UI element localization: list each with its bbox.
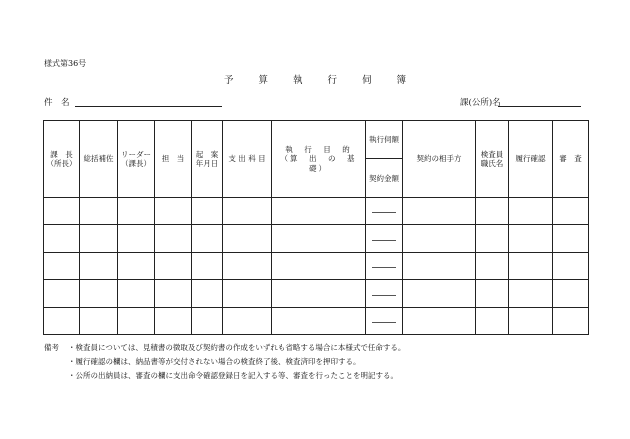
- table-cell[interactable]: [118, 225, 155, 252]
- table-header-row: [44, 121, 589, 198]
- amount-cell[interactable]: [366, 197, 403, 224]
- header-tantou: 担 当: [155, 121, 192, 198]
- table-cell[interactable]: [80, 280, 118, 307]
- table-cell[interactable]: [272, 197, 366, 224]
- header-inspector: 検査員 職氏名: [476, 121, 509, 198]
- table-cell[interactable]: [44, 252, 80, 279]
- table-cell[interactable]: [155, 197, 192, 224]
- table-cell[interactable]: [476, 307, 509, 334]
- notes-section: [44, 341, 405, 383]
- amount-divider: [372, 322, 396, 323]
- table-cell[interactable]: [509, 225, 553, 252]
- kenmei-label: 件 名: [44, 98, 70, 108]
- amount-cell[interactable]: [366, 252, 403, 279]
- header-kachou: 課 長 （所長）: [44, 121, 80, 198]
- header-rikou: 履行確認: [509, 121, 553, 198]
- table-cell[interactable]: [44, 225, 80, 252]
- note-item-2: ・履行確認の欄は、納品書等が交付されない場合の検査終了後、検査済印を押印する。: [68, 357, 361, 366]
- table-cell[interactable]: [155, 280, 192, 307]
- amount-divider: [372, 295, 396, 296]
- table-cell[interactable]: [403, 280, 476, 307]
- table-row: [44, 197, 589, 224]
- table-cell[interactable]: [223, 307, 272, 334]
- header-kian: 起 案 年月日: [192, 121, 223, 198]
- table-cell[interactable]: [223, 197, 272, 224]
- table-cell[interactable]: [272, 307, 366, 334]
- table-cell[interactable]: [553, 225, 589, 252]
- header-amount-bottom: 契約金額: [369, 173, 399, 183]
- table-cell[interactable]: [80, 225, 118, 252]
- amount-cell[interactable]: [366, 225, 403, 252]
- table-cell[interactable]: [476, 252, 509, 279]
- table-cell[interactable]: [553, 252, 589, 279]
- amount-divider: [372, 212, 396, 213]
- note-item-3: ・公所の出納員は、審査の欄に支出命令確認登録日を記入する等、審査を行ったことを明記する。: [68, 371, 398, 380]
- table-cell[interactable]: [80, 252, 118, 279]
- table-cell[interactable]: [553, 280, 589, 307]
- table-cell[interactable]: [272, 225, 366, 252]
- table-row: [44, 252, 589, 279]
- note-item-1: ・検査員については、見積書の徴取及び契約書の作成をいずれも省略する場合に本様式で任命する。: [68, 343, 406, 352]
- table-cell[interactable]: [553, 307, 589, 334]
- page-title: 予算執行伺簿: [223, 75, 431, 86]
- header-amount-top: 執行伺額: [366, 121, 402, 159]
- table-cell[interactable]: [272, 252, 366, 279]
- table-cell[interactable]: [223, 252, 272, 279]
- table-cell[interactable]: [44, 280, 80, 307]
- table-cell[interactable]: [192, 280, 223, 307]
- kenmei-input-line[interactable]: [75, 106, 222, 107]
- table-cell[interactable]: [553, 197, 589, 224]
- table-cell[interactable]: [44, 307, 80, 334]
- table-cell[interactable]: [403, 307, 476, 334]
- table-cell[interactable]: [272, 280, 366, 307]
- table-cell[interactable]: [509, 280, 553, 307]
- table-cell[interactable]: [192, 252, 223, 279]
- table-cell[interactable]: [509, 307, 553, 334]
- amount-divider: [372, 267, 396, 268]
- notes-label: 備考: [44, 343, 59, 352]
- header-amount: [366, 121, 403, 198]
- table-cell[interactable]: [192, 307, 223, 334]
- table-cell[interactable]: [223, 280, 272, 307]
- table-row: [44, 280, 589, 307]
- table-cell[interactable]: [118, 307, 155, 334]
- table-cell[interactable]: [155, 252, 192, 279]
- table-cell[interactable]: [118, 280, 155, 307]
- table-cell[interactable]: [223, 225, 272, 252]
- table-row: [44, 307, 589, 334]
- table-cell[interactable]: [118, 252, 155, 279]
- header-shikkou: 執 行 目 的 （算 出 の 基 礎）: [272, 121, 366, 198]
- table-cell[interactable]: [403, 225, 476, 252]
- table-cell[interactable]: [476, 225, 509, 252]
- budget-execution-table: [43, 120, 589, 335]
- table-cell[interactable]: [192, 197, 223, 224]
- header-shishutsu: 支 出 科 目: [223, 121, 272, 198]
- amount-divider: [372, 240, 396, 241]
- table-cell[interactable]: [509, 197, 553, 224]
- header-shinsa: 審 査: [553, 121, 589, 198]
- header-soukatsu: 総括補佐: [80, 121, 118, 198]
- department-label: 課(公所)名: [460, 98, 501, 108]
- table-row: [44, 225, 589, 252]
- table-cell[interactable]: [192, 225, 223, 252]
- table-cell[interactable]: [155, 225, 192, 252]
- amount-cell[interactable]: [366, 280, 403, 307]
- table-cell[interactable]: [403, 252, 476, 279]
- table-cell[interactable]: [80, 197, 118, 224]
- header-partner: 契約の相手方: [403, 121, 476, 198]
- amount-cell[interactable]: [366, 307, 403, 334]
- table-cell[interactable]: [476, 280, 509, 307]
- department-input-line[interactable]: [498, 106, 581, 107]
- table-cell[interactable]: [118, 197, 155, 224]
- table-cell[interactable]: [44, 197, 80, 224]
- table-cell[interactable]: [155, 307, 192, 334]
- table-cell[interactable]: [80, 307, 118, 334]
- table-cell[interactable]: [403, 197, 476, 224]
- form-number: 様式第36号: [44, 59, 87, 68]
- table-cell[interactable]: [509, 252, 553, 279]
- table-cell[interactable]: [476, 197, 509, 224]
- header-leader: リーダー （課長）: [118, 121, 155, 198]
